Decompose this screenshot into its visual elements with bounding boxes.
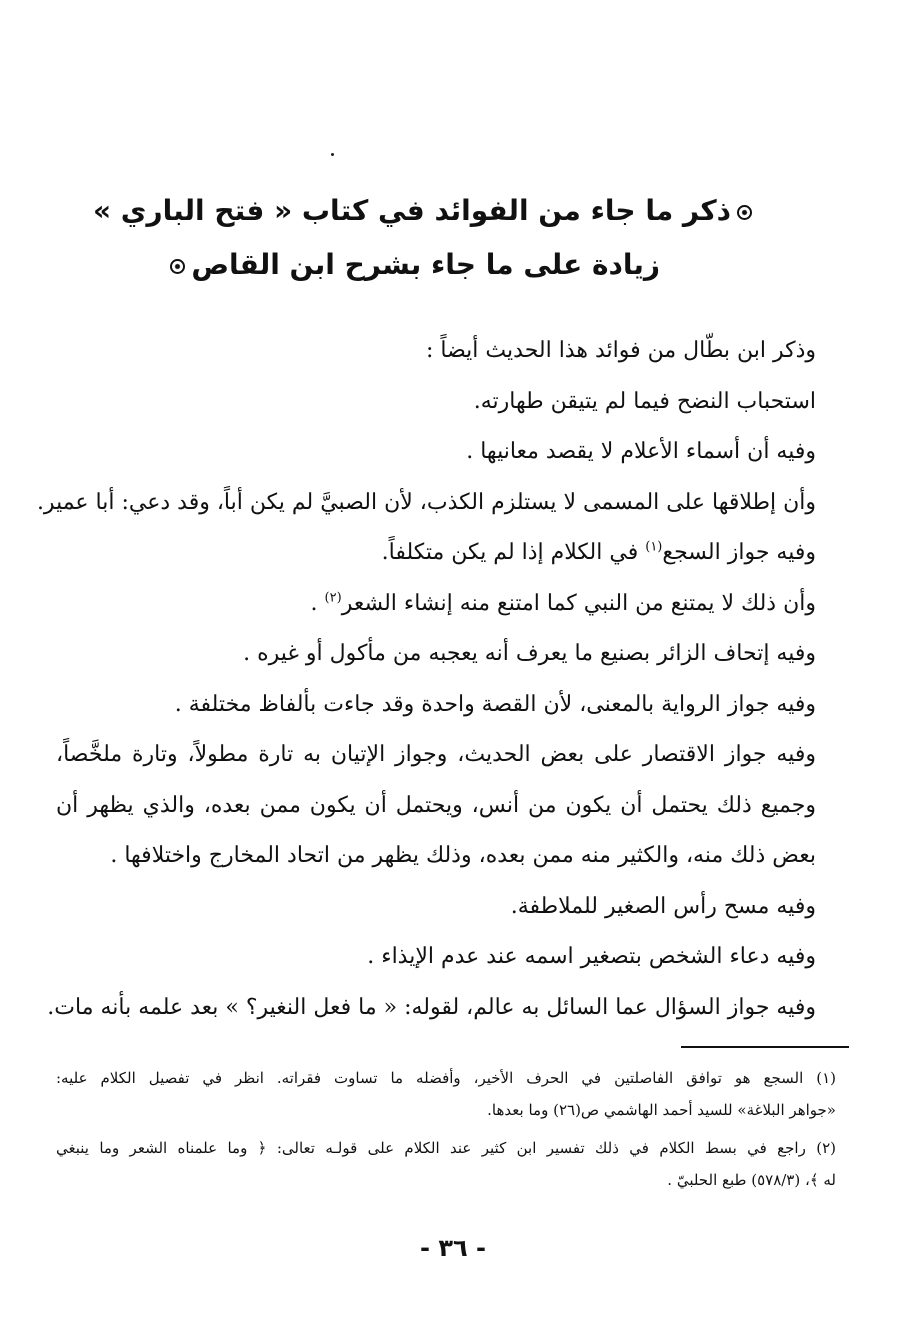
paragraph: وفيه جواز الرواية بالمعنى، لأن القصة واحدة وقد جاءت بألفاظ مختلفة . [174, 691, 816, 717]
main-text [36, 326, 816, 1033]
ink-dot [331, 153, 334, 156]
paragraph: وفيه جواز السجع$^{(١)}$ في الكلام إذا لم يكن متكلفاً. [381, 539, 816, 565]
footnote-2-line-2: له ﴾، (٥٧٨/٣) طبع الحلبيّ . [667, 1171, 836, 1189]
footnote-1-line-1: (١) السجع هو توافق الفاصلتين في الحرف الأخير، وأفضله ما تساوت فقراته. انظر في تفصيل الكلام عليه: [56, 1069, 836, 1087]
footnotes [56, 1062, 836, 1196]
paragraph: وفيه أن أسماء الأعلام لا يقصد معانيها . [466, 439, 816, 464]
footnote-ref-2[interactable]: (٢) [324, 590, 342, 606]
footnote-2-line-1: (٢) راجع في بسط الكلام في ذلك تفسير ابن كثير عند الكلام على قولـه تعالى: ﴿ وما علمناه الشعر وما ينبغي [56, 1139, 836, 1157]
paragraph: وفيه دعاء الشخص بتصغير اسمه عند عدم الإيذاء . [367, 944, 816, 969]
heading-line-1: ذكر ما جاء من الفوائد في كتاب « فتح الباري » [118, 184, 758, 238]
heading-line-2: زيادة على ما جاء بشرح ابن القاص [118, 238, 758, 292]
paragraph: وفيه مسح رأس الصغير للملاطفة. [510, 893, 816, 919]
footnote-ref-1[interactable]: (١) [645, 539, 663, 555]
page-number: - ٣٦ - [420, 1234, 486, 1262]
circle-bullet-icon [737, 205, 752, 220]
paragraph: وفيه جواز السؤال عما السائل به عالم، لقوله: « ما فعل النغير؟ » بعد علمه بأنه مات. [47, 994, 816, 1020]
paragraph: وفيه إتحاف الزائر بصنيع ما يعرف أنه يعجبه من مأكول أو غيره . [243, 641, 816, 666]
paragraph: وأن ذلك لا يمتنع من النبي كما امتنع منه إنشاء الشعر$^{(٢)}$ . [310, 590, 816, 616]
paragraph: وفيه جواز الاقتصار على بعض الحديث، وجواز الإتيان به تارة مطولاً، وتارة ملخَّصاً، [56, 742, 816, 767]
footnote-1-line-2: «جواهر البلاغة» للسيد أحمد الهاشمي ص(٢٦) وما بعدها. [487, 1101, 836, 1119]
paragraph: استحباب النضح فيما لم يتيقن طهارته. [473, 388, 816, 414]
section-heading [92, 184, 758, 292]
paragraph: وأن إطلاقها على المسمى لا يستلزم الكذب، لأن الصبيَّ لم يكن أباً، وقد دعي: أبا عمير. [36, 489, 816, 515]
paragraph: بعض ذلك منه، والكثير منه ممن بعده، وذلك يظهر من اتحاد المخارج واختلافها . [110, 843, 816, 868]
paragraph: وذكر ابن بطّال من فوائد هذا الحديث أيضاً : [426, 338, 816, 363]
footnote-divider [681, 1046, 849, 1048]
paragraph: وجميع ذلك يحتمل أن يكون من أنس، ويحتمل أن يكون ممن بعده، والذي يظهر أن [56, 792, 816, 818]
circle-bullet-icon [170, 259, 185, 274]
